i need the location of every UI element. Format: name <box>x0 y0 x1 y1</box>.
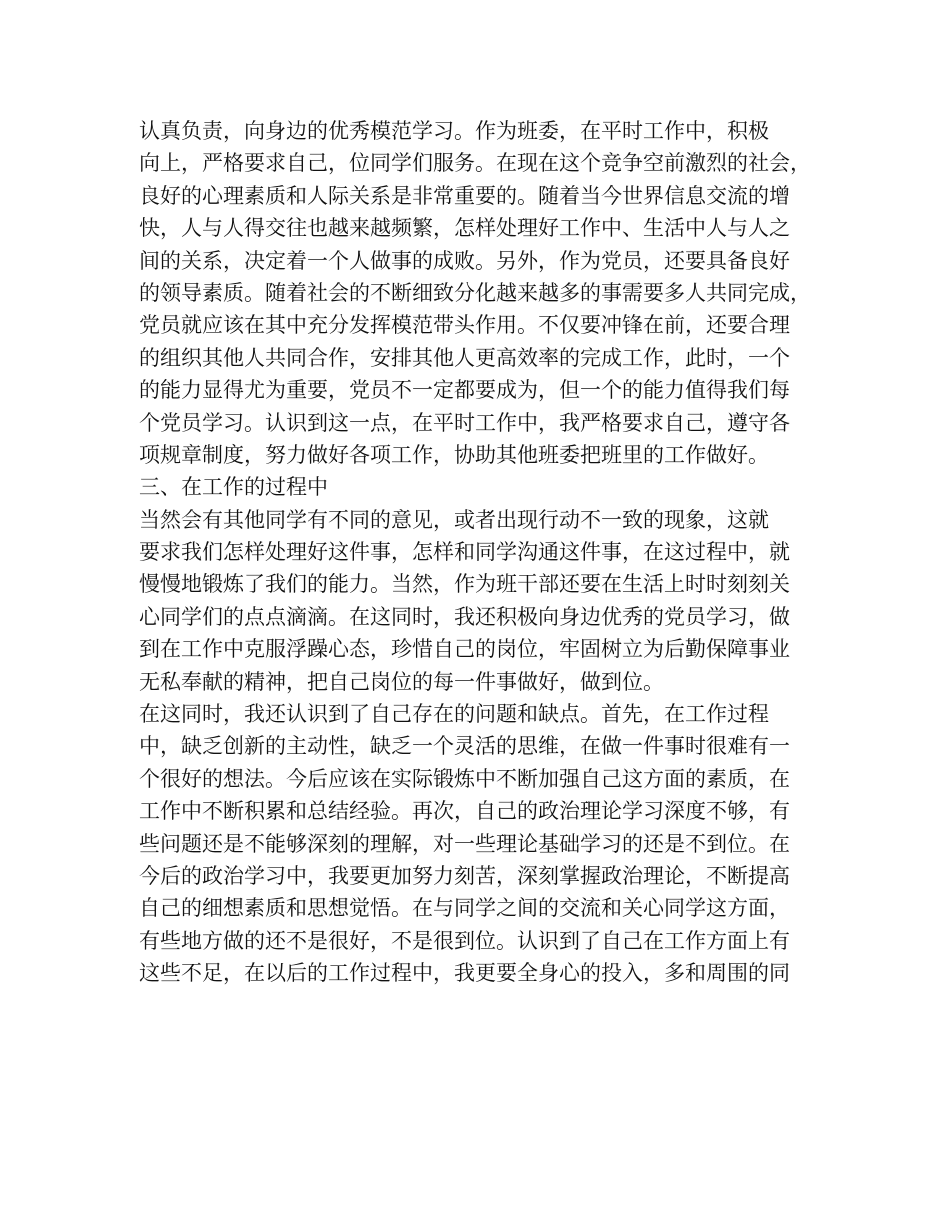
text-line: 心同学们的点点滴滴。在这同时，我还积极向身边优秀的党员学习，做 <box>139 604 790 629</box>
text-line: 的领导素质。随着社会的不断细致分化越来越多的事需要多人共同完成， <box>139 280 811 305</box>
text-line: 个党员学习。认识到这一点，在平时工作中，我严格要求自己，遵守各 <box>139 410 790 435</box>
text-line: 自己的细想素质和思想觉悟。在与同学之间的交流和关心同学这方面， <box>139 896 790 921</box>
text-line: 个很好的想法。今后应该在实际锻炼中不断加强自己这方面的素质，在 <box>139 766 790 791</box>
text-line: 快，人与人得交往也越来越频繁，怎样处理好工作中、生活中人与人之 <box>139 216 790 241</box>
text-line: 间的关系，决定着一个人做事的成败。另外，作为党员，还要具备良好 <box>139 248 790 273</box>
text-line: 的能力显得尤为重要，党员不一定都要成为，但一个的能力值得我们每 <box>139 378 790 403</box>
text-line: 到在工作中克服浮躁心态，珍惜自己的岗位，牢固树立为后勤保障事业 <box>139 637 790 662</box>
text-line: 工作中不断积累和总结经验。再次，自己的政治理论学习深度不够，有 <box>139 799 790 824</box>
text-line: 党员就应该在其中充分发挥模范带头作用。不仅要冲锋在前，还要合理 <box>139 313 790 338</box>
section-heading: 三、在工作的过程中 <box>139 475 328 500</box>
text-line: 无私奉献的精神，把自己岗位的每一件事做好，做到位。 <box>139 669 664 694</box>
text-line: 有些地方做的还不是很好，不是很到位。认识到了自己在工作方面上有 <box>139 928 790 953</box>
text-line: 认真负责，向身边的优秀模范学习。作为班委，在平时工作中，积极 <box>139 119 769 143</box>
text-line: 中，缺乏创新的主动性，缺乏一个灵活的思维，在做一件事时很难有一 <box>139 734 790 759</box>
text-line: 要求我们怎样处理好这件事，怎样和同学沟通这件事，在这过程中，就 <box>139 540 790 565</box>
text-line: 些问题还是不能够深刻的理解，对一些理论基础学习的还是不到位。在 <box>139 831 790 856</box>
text-line: 在这同时，我还认识到了自己存在的问题和缺点。首先，在工作过程 <box>139 702 769 727</box>
text-line: 这些不足，在以后的工作过程中，我更要全身心的投入，多和周围的同 <box>139 961 790 986</box>
text-line: 良好的心理素质和人际关系是非常重要的。随着当今世界信息交流的增 <box>139 183 790 208</box>
text-line: 向上，严格要求自己，位同学们服务。在现在这个竞争空前激烈的社会， <box>139 151 811 176</box>
text-line: 今后的政治学习中，我要更加努力刻苦，深刻掌握政治理论，不断提高 <box>139 863 790 888</box>
text-line: 项规章制度，努力做好各项工作，协助其他班委把班里的工作做好。 <box>139 442 769 467</box>
body-text <box>139 115 829 990</box>
text-line: 慢慢地锻炼了我们的能力。当然，作为班干部还要在生活上时时刻刻关 <box>139 572 790 597</box>
text-line: 的组织其他人共同合作，安排其他人更高效率的完成工作，此时，一个 <box>139 345 790 370</box>
text-line: 当然会有其他同学有不同的意见，或者出现行动不一致的现象，这就 <box>139 507 769 532</box>
